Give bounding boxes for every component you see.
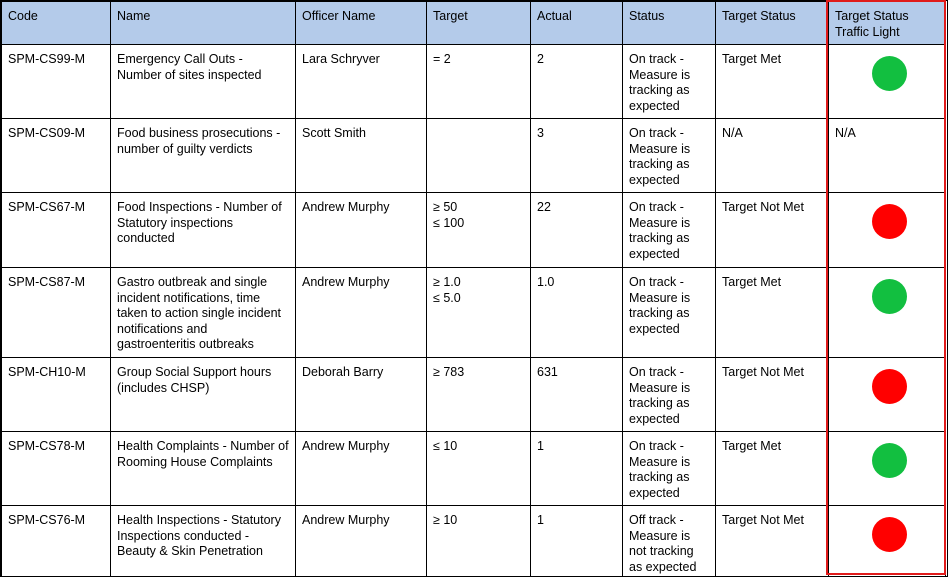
cell-target: ≥ 50 ≤ 100: [427, 193, 531, 268]
cell-status: On track - Measure is tracking as expected: [623, 268, 716, 358]
cell-traffic-light: [829, 45, 946, 119]
red-traffic-light-icon: [872, 517, 907, 552]
cell-actual: 2: [531, 45, 623, 119]
header-traffic-light: Target Status Traffic Light: [829, 2, 946, 45]
cell-target-status: Target Met: [716, 45, 829, 119]
table-row: [2, 45, 946, 119]
header-row: [2, 2, 946, 45]
cell-traffic-light: [829, 119, 946, 193]
table-row: [2, 119, 946, 193]
cell-actual: 1.0: [531, 268, 623, 358]
cell-status: On track - Measure is tracking as expected: [623, 193, 716, 268]
cell-traffic-light: [829, 193, 946, 268]
cell-officer: Lara Schryver: [296, 45, 427, 119]
green-traffic-light-icon: [872, 443, 907, 478]
cell-target-status: Target Not Met: [716, 358, 829, 432]
cell-officer: Andrew Murphy: [296, 506, 427, 577]
cell-target-status: N/A: [716, 119, 829, 193]
cell-code: SPM-CS09-M: [2, 119, 111, 193]
table-row: [2, 268, 946, 358]
cell-status: On track - Measure is tracking as expected: [623, 119, 716, 193]
cell-target-status: Target Not Met: [716, 506, 829, 577]
cell-traffic-light: [829, 506, 946, 577]
cell-code: SPM-CS76-M: [2, 506, 111, 577]
cell-target-status: Target Met: [716, 432, 829, 506]
cell-target: [427, 119, 531, 193]
header-code: Code: [2, 2, 111, 45]
green-traffic-light-icon: [872, 56, 907, 91]
cell-actual: 631: [531, 358, 623, 432]
table-row: [2, 358, 946, 432]
cell-actual: 3: [531, 119, 623, 193]
header-target: Target: [427, 2, 531, 45]
cell-officer: Andrew Murphy: [296, 193, 427, 268]
header-status: Status: [623, 2, 716, 45]
cell-name: Gastro outbreak and single incident notifications, time taken to action single incident notifications and gastroenteritis outbreaks: [111, 268, 296, 358]
cell-name: Group Social Support hours (includes CHSP): [111, 358, 296, 432]
red-traffic-light-icon: [872, 204, 907, 239]
cell-code: SPM-CS67-M: [2, 193, 111, 268]
cell-name: Emergency Call Outs - Number of sites inspected: [111, 45, 296, 119]
cell-traffic-light: [829, 358, 946, 432]
cell-officer: Andrew Murphy: [296, 268, 427, 358]
cell-target-status: Target Not Met: [716, 193, 829, 268]
cell-name: Health Inspections - Statutory Inspections conducted - Beauty & Skin Penetration: [111, 506, 296, 577]
cell-name: Food business prosecutions - number of guilty verdicts: [111, 119, 296, 193]
cell-target: = 2: [427, 45, 531, 119]
cell-target-status: Target Met: [716, 268, 829, 358]
cell-officer: Andrew Murphy: [296, 432, 427, 506]
cell-status: On track - Measure is tracking as expected: [623, 45, 716, 119]
cell-name: Health Complaints - Number of Rooming House Complaints: [111, 432, 296, 506]
cell-status: On track - Measure is tracking as expected: [623, 432, 716, 506]
table-row: [2, 193, 946, 268]
cell-traffic-light: [829, 268, 946, 358]
cell-target: ≤ 10: [427, 432, 531, 506]
cell-actual: 1: [531, 506, 623, 577]
header-name: Name: [111, 2, 296, 45]
table-row: [2, 506, 946, 577]
cell-code: SPM-CS99-M: [2, 45, 111, 119]
cell-target: ≥ 1.0 ≤ 5.0: [427, 268, 531, 358]
header-target-status: Target Status: [716, 2, 829, 45]
table-row: [2, 432, 946, 506]
cell-officer: Deborah Barry: [296, 358, 427, 432]
red-traffic-light-icon: [872, 369, 907, 404]
cell-traffic-light: [829, 432, 946, 506]
green-traffic-light-icon: [872, 279, 907, 314]
header-officer: Officer Name: [296, 2, 427, 45]
cell-target: ≥ 783: [427, 358, 531, 432]
cell-code: SPM-CS78-M: [2, 432, 111, 506]
cell-actual: 1: [531, 432, 623, 506]
cell-target: ≥ 10: [427, 506, 531, 577]
cell-code: SPM-CS87-M: [2, 268, 111, 358]
cell-status: Off track - Measure is not tracking as expected: [623, 506, 716, 577]
performance-table: [1, 1, 946, 577]
cell-code: SPM-CH10-M: [2, 358, 111, 432]
cell-name: Food Inspections - Number of Statutory inspections conducted: [111, 193, 296, 268]
header-actual: Actual: [531, 2, 623, 45]
cell-officer: Scott Smith: [296, 119, 427, 193]
cell-actual: 22: [531, 193, 623, 268]
cell-status: On track - Measure is tracking as expected: [623, 358, 716, 432]
traffic-light-text: N/A: [835, 126, 856, 140]
